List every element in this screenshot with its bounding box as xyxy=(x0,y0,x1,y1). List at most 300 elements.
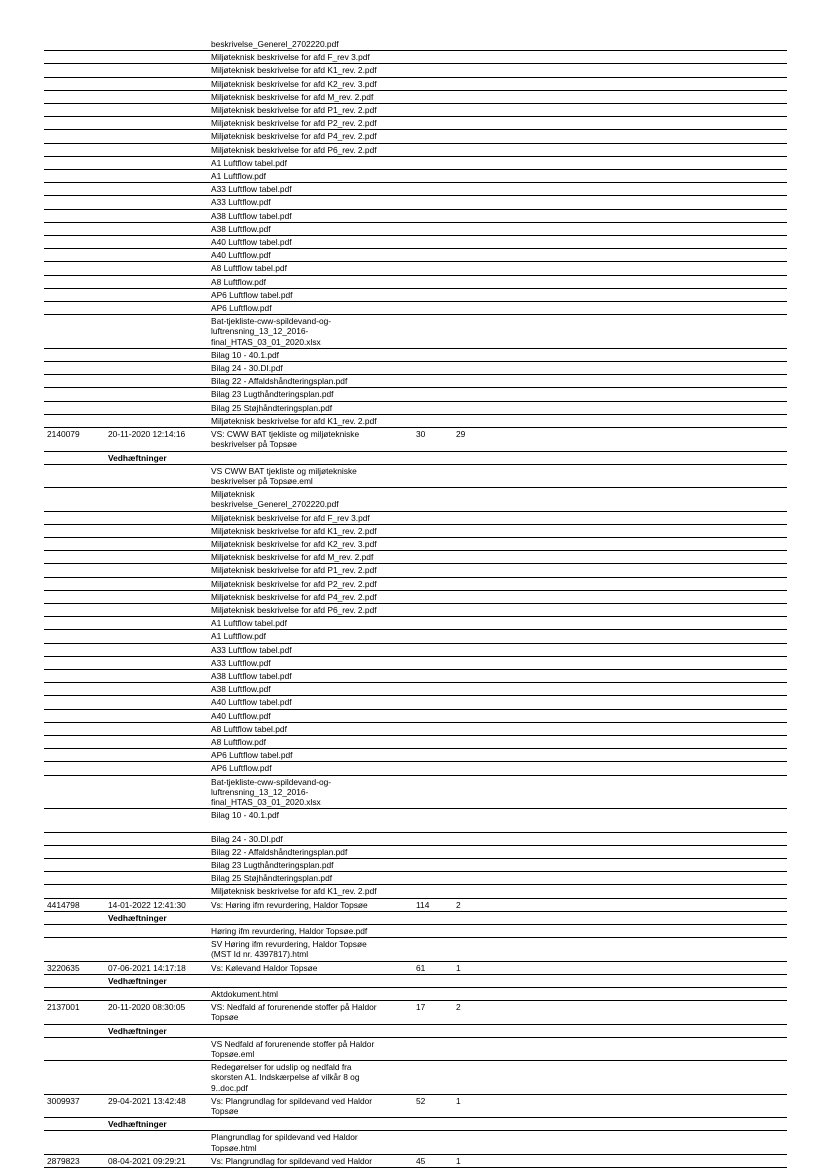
empty-cell xyxy=(410,77,450,90)
attachment-name: Miljøteknisk beskrivelse for afd M_rev. 2.pdf xyxy=(208,90,410,103)
empty-cell xyxy=(492,249,787,262)
empty-cell xyxy=(492,524,787,537)
empty-cell xyxy=(410,669,450,682)
empty-cell xyxy=(44,104,105,117)
empty-cell xyxy=(105,38,208,51)
empty-cell xyxy=(450,196,492,209)
attachment-row xyxy=(44,524,787,537)
attachment-name: Bilag 25 Støjhåndteringsplan.pdf xyxy=(208,872,410,885)
empty-cell xyxy=(105,362,208,375)
empty-cell xyxy=(44,275,105,288)
attachment-count: 1 xyxy=(450,1154,492,1167)
empty-cell xyxy=(44,859,105,872)
empty-cell xyxy=(492,451,787,464)
attachment-name: Bat-tjekliste-cww-spildevand-og- luftrensning_13_12_2016- final_HTAS_03_01_2020.xlsx xyxy=(208,775,410,809)
empty-cell xyxy=(105,156,208,169)
empty-cell xyxy=(450,1037,492,1060)
empty-cell xyxy=(450,130,492,143)
attachment-name: Miljøteknisk beskrivelse for afd P4_rev. 2.pdf xyxy=(208,590,410,603)
empty-cell xyxy=(410,524,450,537)
empty-cell xyxy=(492,643,787,656)
document-number: 17 xyxy=(410,1001,450,1024)
attachment-name: SV Høring ifm revurdering, Haldor Topsøe (MST Id nr. 4397817).html xyxy=(208,938,410,961)
attachment-row xyxy=(44,577,787,590)
attachment-row xyxy=(44,196,787,209)
empty-cell xyxy=(105,196,208,209)
attachment-name: A8 Luftflow.pdf xyxy=(208,275,410,288)
empty-cell xyxy=(44,388,105,401)
empty-cell xyxy=(410,249,450,262)
empty-cell xyxy=(105,988,208,1001)
empty-cell xyxy=(410,362,450,375)
empty-cell xyxy=(410,564,450,577)
empty-cell xyxy=(105,832,208,845)
empty-cell xyxy=(44,845,105,858)
empty-cell xyxy=(44,302,105,315)
document-date: 14-01-2022 12:41:30 xyxy=(105,898,208,911)
document-id: 4414798 xyxy=(44,898,105,911)
empty-cell xyxy=(450,401,492,414)
empty-cell xyxy=(450,988,492,1001)
attachment-row xyxy=(44,130,787,143)
empty-cell xyxy=(105,749,208,762)
empty-cell xyxy=(410,859,450,872)
section-label: Vedhæftninger xyxy=(105,1118,208,1131)
empty-cell xyxy=(105,845,208,858)
attachment-row xyxy=(44,885,787,898)
attachment-name: Høring ifm revurdering, Haldor Topsøe.pdf xyxy=(208,925,410,938)
empty-cell xyxy=(44,885,105,898)
attachment-row xyxy=(44,170,787,183)
empty-cell xyxy=(44,630,105,643)
empty-cell xyxy=(492,735,787,748)
empty-cell xyxy=(492,117,787,130)
attachment-row xyxy=(44,275,787,288)
empty-cell xyxy=(450,77,492,90)
document-date: 20-11-2020 08:30:05 xyxy=(105,1001,208,1024)
section-label: Vedhæftninger xyxy=(105,1024,208,1037)
empty-cell xyxy=(492,683,787,696)
attachment-row xyxy=(44,643,787,656)
attachment-name: Miljøteknisk beskrivelse for afd P2_rev. 2.pdf xyxy=(208,117,410,130)
empty-cell xyxy=(450,590,492,603)
empty-cell xyxy=(44,735,105,748)
empty-cell xyxy=(492,488,787,511)
empty-cell xyxy=(492,809,787,832)
empty-cell xyxy=(492,1037,787,1060)
empty-cell xyxy=(492,196,787,209)
empty-cell xyxy=(492,315,787,349)
attachment-name: Bat-tjekliste-cww-spildevand-og- luftrensning_13_12_2016- final_HTAS_03_01_2020.xlsx xyxy=(208,315,410,349)
attachment-row xyxy=(44,1061,787,1095)
empty-cell xyxy=(44,1061,105,1095)
empty-cell xyxy=(44,77,105,90)
empty-cell xyxy=(410,630,450,643)
empty-cell xyxy=(492,630,787,643)
attachment-row xyxy=(44,749,787,762)
empty-cell xyxy=(208,974,410,987)
empty-cell xyxy=(492,302,787,315)
attachment-name: Bilag 23 Lugthåndteringsplan.pdf xyxy=(208,388,410,401)
empty-cell xyxy=(105,488,208,511)
attachment-count: 1 xyxy=(450,961,492,974)
attachment-row xyxy=(44,414,787,427)
empty-cell xyxy=(492,832,787,845)
empty-cell xyxy=(492,1061,787,1095)
empty-cell xyxy=(450,348,492,361)
attachment-name: Miljøteknisk beskrivelse for afd K1_rev. 2.pdf xyxy=(208,414,410,427)
empty-cell xyxy=(105,775,208,809)
attachment-name: Bilag 23 Lugthåndteringsplan.pdf xyxy=(208,859,410,872)
empty-cell xyxy=(450,1118,492,1131)
empty-cell xyxy=(44,51,105,64)
empty-cell xyxy=(105,117,208,130)
document-title: VS: Nedfald af forurenende stoffer på Haldor Topsøe xyxy=(208,1001,410,1024)
empty-cell xyxy=(44,832,105,845)
empty-cell xyxy=(105,288,208,301)
document-id: 2137001 xyxy=(44,1001,105,1024)
empty-cell xyxy=(492,428,787,451)
empty-cell xyxy=(105,90,208,103)
empty-cell xyxy=(105,262,208,275)
empty-cell xyxy=(105,64,208,77)
empty-cell xyxy=(44,488,105,511)
empty-cell xyxy=(44,551,105,564)
empty-cell xyxy=(208,1118,410,1131)
empty-cell xyxy=(492,170,787,183)
empty-cell xyxy=(44,143,105,156)
attachment-row xyxy=(44,696,787,709)
empty-cell xyxy=(410,451,450,464)
empty-cell xyxy=(105,537,208,550)
document-row xyxy=(44,1001,787,1024)
empty-cell xyxy=(410,302,450,315)
empty-cell xyxy=(410,170,450,183)
empty-cell xyxy=(44,809,105,832)
attachment-row xyxy=(44,722,787,735)
empty-cell xyxy=(492,156,787,169)
empty-cell xyxy=(44,464,105,487)
empty-cell xyxy=(450,974,492,987)
attachment-name: A33 Luftflow.pdf xyxy=(208,196,410,209)
empty-cell xyxy=(450,564,492,577)
empty-cell xyxy=(450,1061,492,1095)
empty-cell xyxy=(450,775,492,809)
attachment-row xyxy=(44,832,787,845)
attachment-row xyxy=(44,262,787,275)
section-label: Vedhæftninger xyxy=(105,911,208,924)
attachment-row xyxy=(44,375,787,388)
journal-table xyxy=(44,38,787,1168)
empty-cell xyxy=(492,414,787,427)
empty-cell xyxy=(44,709,105,722)
attachment-row xyxy=(44,669,787,682)
attachment-name: Bilag 25 Støjhåndteringsplan.pdf xyxy=(208,401,410,414)
empty-cell xyxy=(492,511,787,524)
document-id: 3009937 xyxy=(44,1094,105,1117)
empty-cell xyxy=(410,1118,450,1131)
empty-cell xyxy=(410,696,450,709)
attachment-name: Miljøteknisk beskrivelse for afd F_rev 3.pdf xyxy=(208,51,410,64)
attachment-row xyxy=(44,537,787,550)
attachment-name: A8 Luftflow tabel.pdf xyxy=(208,262,410,275)
attachment-count: 2 xyxy=(450,1001,492,1024)
empty-cell xyxy=(410,209,450,222)
attachment-name: A38 Luftflow tabel.pdf xyxy=(208,669,410,682)
empty-cell xyxy=(44,617,105,630)
empty-cell xyxy=(105,564,208,577)
attachment-name: A33 Luftflow tabel.pdf xyxy=(208,183,410,196)
empty-cell xyxy=(492,656,787,669)
empty-cell xyxy=(450,38,492,51)
empty-cell xyxy=(492,401,787,414)
attachment-name: VS CWW BAT tjekliste og miljøtekniske beskrivelser på Topsøe.eml xyxy=(208,464,410,487)
empty-cell xyxy=(410,64,450,77)
empty-cell xyxy=(44,656,105,669)
document-row xyxy=(44,1094,787,1117)
empty-cell xyxy=(44,669,105,682)
empty-cell xyxy=(44,249,105,262)
empty-cell xyxy=(410,183,450,196)
empty-cell xyxy=(105,885,208,898)
empty-cell xyxy=(105,925,208,938)
empty-cell xyxy=(492,1094,787,1117)
attachment-name: Bilag 24 - 30.DI.pdf xyxy=(208,362,410,375)
empty-cell xyxy=(410,348,450,361)
empty-cell xyxy=(450,315,492,349)
empty-cell xyxy=(44,925,105,938)
empty-cell xyxy=(44,749,105,762)
empty-cell xyxy=(410,51,450,64)
empty-cell xyxy=(105,302,208,315)
empty-cell xyxy=(208,911,410,924)
attachment-row xyxy=(44,925,787,938)
empty-cell xyxy=(410,643,450,656)
empty-cell xyxy=(105,709,208,722)
empty-cell xyxy=(450,524,492,537)
attachment-row xyxy=(44,183,787,196)
empty-cell xyxy=(410,90,450,103)
empty-cell xyxy=(450,643,492,656)
attachment-name: VS Nedfald af forurenende stoffer på Haldor Topsøe.eml xyxy=(208,1037,410,1060)
empty-cell xyxy=(410,832,450,845)
empty-cell xyxy=(492,696,787,709)
empty-cell xyxy=(44,988,105,1001)
empty-cell xyxy=(410,537,450,550)
empty-cell xyxy=(450,156,492,169)
empty-cell xyxy=(450,859,492,872)
empty-cell xyxy=(450,511,492,524)
empty-cell xyxy=(450,911,492,924)
attachment-row xyxy=(44,77,787,90)
attachment-name: A33 Luftflow.pdf xyxy=(208,656,410,669)
attachment-name: Miljøteknisk beskrivelse for afd P6_rev. 2.pdf xyxy=(208,143,410,156)
empty-cell xyxy=(410,414,450,427)
document-date: 20-11-2020 12:14:16 xyxy=(105,428,208,451)
empty-cell xyxy=(450,117,492,130)
empty-cell xyxy=(410,196,450,209)
empty-cell xyxy=(450,630,492,643)
empty-cell xyxy=(450,551,492,564)
empty-cell xyxy=(105,249,208,262)
empty-cell xyxy=(492,911,787,924)
empty-cell xyxy=(105,524,208,537)
attachment-name: Miljøteknisk beskrivelse for afd P1_rev. 2.pdf xyxy=(208,104,410,117)
attachment-row xyxy=(44,249,787,262)
attachment-name: Miljøteknisk beskrivelse for afd K2_rev. 3.pdf xyxy=(208,77,410,90)
empty-cell xyxy=(105,414,208,427)
empty-cell xyxy=(410,885,450,898)
empty-cell xyxy=(44,38,105,51)
empty-cell xyxy=(450,683,492,696)
empty-cell xyxy=(450,209,492,222)
attachment-row xyxy=(44,236,787,249)
empty-cell xyxy=(492,183,787,196)
empty-cell xyxy=(44,117,105,130)
attachment-row xyxy=(44,762,787,775)
empty-cell xyxy=(105,656,208,669)
empty-cell xyxy=(450,885,492,898)
empty-cell xyxy=(410,988,450,1001)
empty-cell xyxy=(492,464,787,487)
empty-cell xyxy=(492,845,787,858)
empty-cell xyxy=(44,872,105,885)
attachment-row xyxy=(44,288,787,301)
empty-cell xyxy=(44,130,105,143)
attachment-row xyxy=(44,511,787,524)
empty-cell xyxy=(44,170,105,183)
attachment-name: A38 Luftflow tabel.pdf xyxy=(208,209,410,222)
empty-cell xyxy=(44,64,105,77)
empty-cell xyxy=(492,988,787,1001)
empty-cell xyxy=(105,236,208,249)
empty-cell xyxy=(450,696,492,709)
document-row xyxy=(44,961,787,974)
empty-cell xyxy=(105,696,208,709)
empty-cell xyxy=(105,1061,208,1095)
attachment-row xyxy=(44,209,787,222)
empty-cell xyxy=(44,451,105,464)
attachment-row xyxy=(44,348,787,361)
empty-cell xyxy=(450,709,492,722)
empty-cell xyxy=(44,974,105,987)
empty-cell xyxy=(450,362,492,375)
empty-cell xyxy=(492,51,787,64)
attachment-row xyxy=(44,51,787,64)
attachment-row xyxy=(44,590,787,603)
attachment-name: Bilag 22 - Affaldshåndteringsplan.pdf xyxy=(208,375,410,388)
empty-cell xyxy=(410,911,450,924)
empty-cell xyxy=(450,249,492,262)
empty-cell xyxy=(450,577,492,590)
attachment-name: beskrivelse_Generel_2702220.pdf xyxy=(208,38,410,51)
empty-cell xyxy=(410,709,450,722)
empty-cell xyxy=(44,156,105,169)
document-id: 2879823 xyxy=(44,1154,105,1167)
empty-cell xyxy=(410,603,450,616)
document-number: 45 xyxy=(410,1154,450,1167)
empty-cell xyxy=(410,590,450,603)
empty-cell xyxy=(410,722,450,735)
attachment-row xyxy=(44,938,787,961)
empty-cell xyxy=(105,511,208,524)
attachment-row xyxy=(44,630,787,643)
empty-cell xyxy=(44,315,105,349)
empty-cell xyxy=(410,38,450,51)
attachment-row xyxy=(44,302,787,315)
empty-cell xyxy=(105,938,208,961)
empty-cell xyxy=(105,104,208,117)
empty-cell xyxy=(492,749,787,762)
empty-cell xyxy=(105,170,208,183)
empty-cell xyxy=(44,288,105,301)
empty-cell xyxy=(450,603,492,616)
empty-cell xyxy=(208,1024,410,1037)
empty-cell xyxy=(450,451,492,464)
empty-cell xyxy=(492,1024,787,1037)
empty-cell xyxy=(410,809,450,832)
document-number: 30 xyxy=(410,428,450,451)
empty-cell xyxy=(410,551,450,564)
document-title: Vs: Kølevand Haldor Topsøe xyxy=(208,961,410,974)
empty-cell xyxy=(105,130,208,143)
empty-cell xyxy=(410,288,450,301)
empty-cell xyxy=(492,925,787,938)
empty-cell xyxy=(450,809,492,832)
empty-cell xyxy=(105,669,208,682)
empty-cell xyxy=(492,775,787,809)
empty-cell xyxy=(492,974,787,987)
attachment-name: AP6 Luftflow.pdf xyxy=(208,762,410,775)
empty-cell xyxy=(44,262,105,275)
attachment-name: Redegørelser for udslip og nedfald fra skorsten A1. Indskærpelse af vilkår 8 og 9..doc.pdf xyxy=(208,1061,410,1095)
document-title: VS: CWW BAT tjekliste og miljøtekniske beskrivelser på Topsøe xyxy=(208,428,410,451)
empty-cell xyxy=(492,1118,787,1131)
empty-cell xyxy=(492,603,787,616)
empty-cell xyxy=(44,775,105,809)
attachment-row xyxy=(44,64,787,77)
document-id: 2140079 xyxy=(44,428,105,451)
attachment-row xyxy=(44,683,787,696)
empty-cell xyxy=(492,537,787,550)
empty-cell xyxy=(44,183,105,196)
empty-cell xyxy=(105,1037,208,1060)
attachment-name: A40 Luftflow.pdf xyxy=(208,249,410,262)
empty-cell xyxy=(492,762,787,775)
attachment-name: AP6 Luftflow tabel.pdf xyxy=(208,288,410,301)
empty-cell xyxy=(492,709,787,722)
empty-cell xyxy=(410,117,450,130)
empty-cell xyxy=(492,859,787,872)
empty-cell xyxy=(44,722,105,735)
empty-cell xyxy=(44,1024,105,1037)
empty-cell xyxy=(450,872,492,885)
attachment-name: Miljøteknisk beskrivelse for afd K1_rev. 2.pdf xyxy=(208,885,410,898)
empty-cell xyxy=(410,762,450,775)
empty-cell xyxy=(410,143,450,156)
empty-cell xyxy=(105,762,208,775)
empty-cell xyxy=(410,775,450,809)
attachment-name: Plangrundlag for spildevand ved Haldor Topsøe.html xyxy=(208,1131,410,1154)
attachment-row xyxy=(44,315,787,349)
empty-cell xyxy=(410,1131,450,1154)
attachment-name: A8 Luftflow tabel.pdf xyxy=(208,722,410,735)
journal-table-body xyxy=(44,38,787,1168)
empty-cell xyxy=(492,551,787,564)
empty-cell xyxy=(105,388,208,401)
empty-cell xyxy=(105,143,208,156)
attachments-section-header xyxy=(44,974,787,987)
